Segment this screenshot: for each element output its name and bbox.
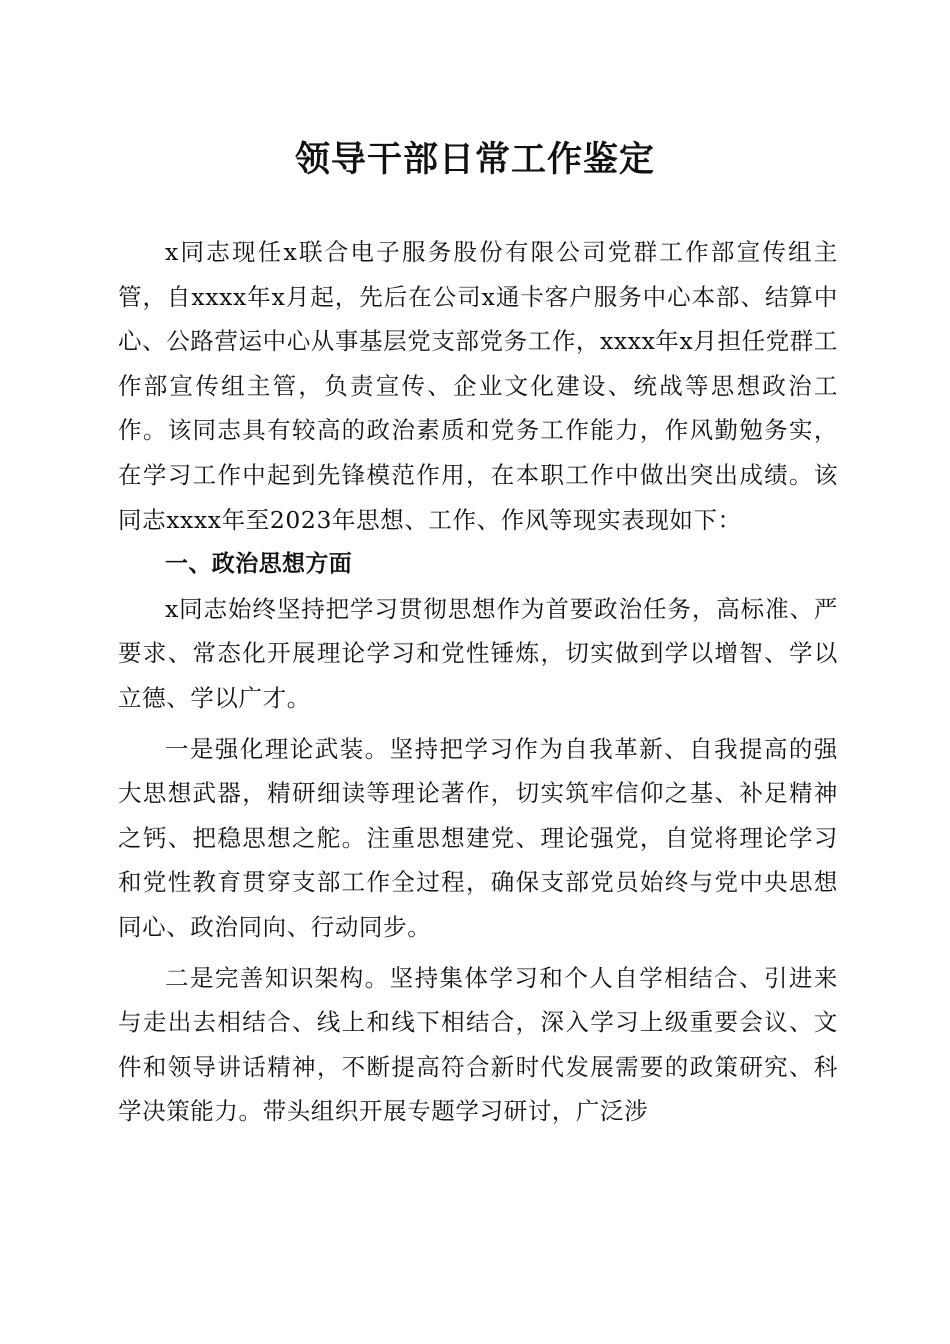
item-text-theory: 坚持把学习作为自我革新、自我提高的强大思想武器，精研细读等理论著作，切实筑牢信仰之基、补足精神之钙、把稳思想之舵。注重思想建党、理论强党，自觉将理论学习和党性教育贯穿支部工作全过程，确保支部党员始终与党中央思想同心、政治同向、行动同步。 (118, 734, 838, 941)
item-paragraph-knowledge (118, 956, 838, 1134)
document-title: 领导干部日常工作鉴定 (294, 139, 655, 180)
section-intro-paragraph: x同志始终坚持把学习贯彻思想作为首要政治任务，高标准、严要求、常态化开展理论学习和党性锤炼，切实做到学以增智、学以立德、学以广才。 (118, 594, 838, 712)
item-lead-theory: 一是强化理论武装。 (165, 734, 390, 763)
item-lead-knowledge: 二是完善知识架构。 (165, 963, 390, 992)
intro-paragraph: x同志现任x联合电子服务股份有限公司党群工作部宣传组主管，自xxxx年x月起，先后在公司x通卡客户服务中心本部、结算中心、公路营运中心从事基层党支部党务工作，xxxx年x月担任党群工作部宣传组主管，负责宣传、企业文化建设、统战等思想政治工作。该同志具有较高的政治素质和党务工作能力，作风勤勉务实，在学习工作中起到先锋模范作用，在本职工作中做出突出成绩。该同志xxxx年至2023年思想、工作、作风等现实表现如下： (118, 238, 838, 534)
item-paragraph-theory (118, 727, 838, 950)
document-body (118, 230, 838, 1134)
item-text-knowledge: 坚持集体学习和个人自学相结合、引进来与走出去相结合、线上和线下相结合，深入学习上级重要会议、文件和领导讲话精神，不断提高符合新时代发展需要的政策研究、科学决策能力。带头组织开展专题学习研讨，广泛涉 (118, 963, 838, 1126)
section-heading-political: 一、政治思想方面 (165, 551, 353, 578)
